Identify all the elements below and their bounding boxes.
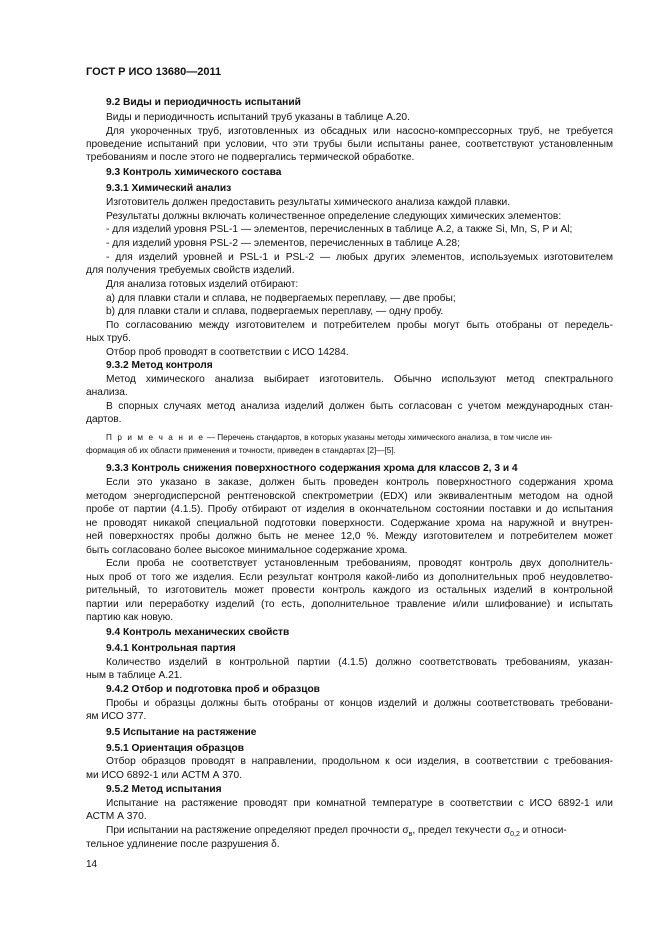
text-run: При испытании на растяжение определяют предел прочности <box>106 825 403 836</box>
paragraph-line: рительный, то изготовитель может провести контроль каждого из остальных изделий в контрольной <box>86 585 613 596</box>
list-item: - для изделий уровня PSL-2 — элементов, перечисленных в таблице А.28; <box>106 238 460 249</box>
text-run: , предел текучести <box>412 825 504 836</box>
paragraph-line: партию как новую. <box>86 612 174 623</box>
paragraph-line: Если это указано в заказе, должен быть проведен контроль поверхностного содержания хрома <box>106 477 613 488</box>
paragraph-line: не проводят никакой специальной подготовки поверхности. Содержание хрома на наружной и внутрен- <box>86 518 613 529</box>
paragraph-line: ней поверхностях пробы должно быть не менее 12,0 %. Между изготовителем и потребителем может <box>86 531 613 542</box>
paragraph-line: ям ИСО 377. <box>86 711 147 722</box>
section-9-4-2-heading: 9.4.2 Отбор и подготовка проб и образцов <box>106 684 320 695</box>
paragraph-line: ным в таблице А.21. <box>86 670 183 681</box>
subscript-b: в <box>408 831 413 839</box>
paragraph-line: анализа. <box>86 387 128 398</box>
paragraph-line: Отбор проб проводят в соответствии с ИСО 14284. <box>106 347 349 358</box>
paragraph-line <box>106 824 613 837</box>
note-text: — Перечень стандартов, в которых указаны методы химического анализа, в том числе ин- <box>204 433 553 442</box>
text-run: и относи- <box>519 825 567 836</box>
paragraph-line <box>86 838 613 851</box>
paragraph-line: Отбор образцов проводят в направлении, продольном к оси изделия, в соответствии с требования- <box>106 756 613 767</box>
section-9-3-2-heading: 9.3.2 Метод контроля <box>106 360 213 371</box>
paragraph-line: Испытание на растяжение проводят при комнатной температуре в соответствии с ИСО 6892-1 или <box>106 798 613 809</box>
section-9-4-heading: 9.4 Контроль механических свойств <box>106 627 290 638</box>
paragraph-line: требованиям и после этого не подвергались термической обработке. <box>86 152 415 163</box>
page-number: 14 <box>86 859 98 870</box>
paragraph-line: пробе от партии (4.1.5). Пробу отбирают от изделия в окончательном состоянии поставки и до испытания <box>86 504 613 515</box>
paragraph-line: АСТМ А 370. <box>86 811 147 822</box>
paragraph-line: Если проба не соответствует установленным требованиям, проводят контроль двух дополнитель- <box>106 558 613 569</box>
paragraph-line: Для укороченных труб, изготовленных из обсадных или насосно-компрессорных труб, не требуется <box>106 126 613 137</box>
document-header: ГОСТ Р ИСО 13680—2011 <box>86 66 222 78</box>
paragraph-line: дартов. <box>86 414 122 425</box>
section-9-3-1-heading: 9.3.1 Химический анализ <box>106 183 232 194</box>
paragraph-line: Изготовитель должен предоставить результаты химического анализа каждой плавки. <box>106 197 511 208</box>
section-9-5-2-heading: 9.5.2 Метод испытания <box>106 784 222 795</box>
section-9-5-heading: 9.5 Испытание на растяжение <box>106 727 257 738</box>
paragraph-line: Пробы и образцы должны быть отобраны от концов изделий и должны соответствовать требовани- <box>106 698 613 709</box>
note-line <box>106 431 613 444</box>
paragraph-line: ных проб от того же изделия. Если результат контроля какой-либо из дополнительных проб неудовлетво- <box>86 572 613 583</box>
paragraph-line: ми ИСО 6892-1 или АСТМ А 370. <box>86 770 243 781</box>
delta-symbol: δ <box>271 839 277 850</box>
note-line: формация об их области применения и точности, приведен в стандартах [2]—[5]. <box>86 446 396 455</box>
paragraph-line: Для анализа готовых изделий отбирают: <box>106 279 299 290</box>
text-run: . <box>276 839 280 850</box>
paragraph-line: Результаты должны включать количественное определение следующих химических элементов: <box>106 211 562 222</box>
list-item-continuation: для получения требуемых свойств изделий. <box>86 265 295 276</box>
list-item: - для изделий уровней и PSL-1 и PSL-2 — любых других элементов, используемых изготовителем <box>106 252 613 263</box>
sigma-symbol: σ <box>503 825 511 836</box>
sigma-symbol: σ <box>402 825 409 836</box>
paragraph-line: По согласованию между изготовителем и потребителем пробы могут быть отобраны от передель- <box>106 320 613 331</box>
paragraph-line: проведение испытаний при условии, что эти трубы были испытаны ранее, соответствуют установленным <box>86 139 613 150</box>
note-label: П р и м е ч а н и е <box>106 433 205 442</box>
subscript-0-2: 0,2 <box>510 831 520 839</box>
paragraph-line: быть согласовано более высокое минимальное содержание хрома. <box>86 545 408 556</box>
section-9-2-heading: 9.2 Виды и периодичность испытаний <box>106 97 301 108</box>
paragraph-line: Виды и периодичность испытаний труб указаны в таблице А.20. <box>106 112 410 123</box>
list-item: b) для плавки стали и сплава, подвергаемых переплаву, — одну пробу. <box>106 306 444 317</box>
paragraph-line: методом энергодисперсной рентгеновской спектрометрии (EDX) или эквивалентным методом на одной <box>86 491 613 502</box>
paragraph-line: ных труб. <box>86 333 131 344</box>
list-item: a) для плавки стали и сплава, не подвергаемых переплаву, — две пробы; <box>106 293 456 304</box>
section-9-3-heading: 9.3 Контроль химического состава <box>106 167 282 178</box>
list-item: - для изделий уровня PSL-1 — элементов, перечисленных в таблице А.2, а также Si, Mn, S, P и Al; <box>106 224 573 235</box>
paragraph-line: Количество изделий в контрольной партии (4.1.5) должно соответствовать требованиям, указан- <box>106 657 613 668</box>
paragraph-line: Метод химического анализа выбирает изготовитель. Обычно используют метод спектрального <box>106 374 613 385</box>
section-9-4-1-heading: 9.4.1 Контрольная партия <box>106 643 236 654</box>
paragraph-line: партии или переработку изделий (то есть, дополнительное травление и/или шлифование) и испытать <box>86 599 613 610</box>
section-9-5-1-heading: 9.5.1 Ориентация образцов <box>106 743 245 754</box>
paragraph-line: В спорных случаях метод анализа изделий должен быть согласован с учетом международных стан- <box>106 401 613 412</box>
text-run: тельное удлинение после разрушения <box>86 839 272 850</box>
section-9-3-3-heading: 9.3.3 Контроль снижения поверхностного содержания хрома для классов 2, 3 и 4 <box>106 463 518 474</box>
